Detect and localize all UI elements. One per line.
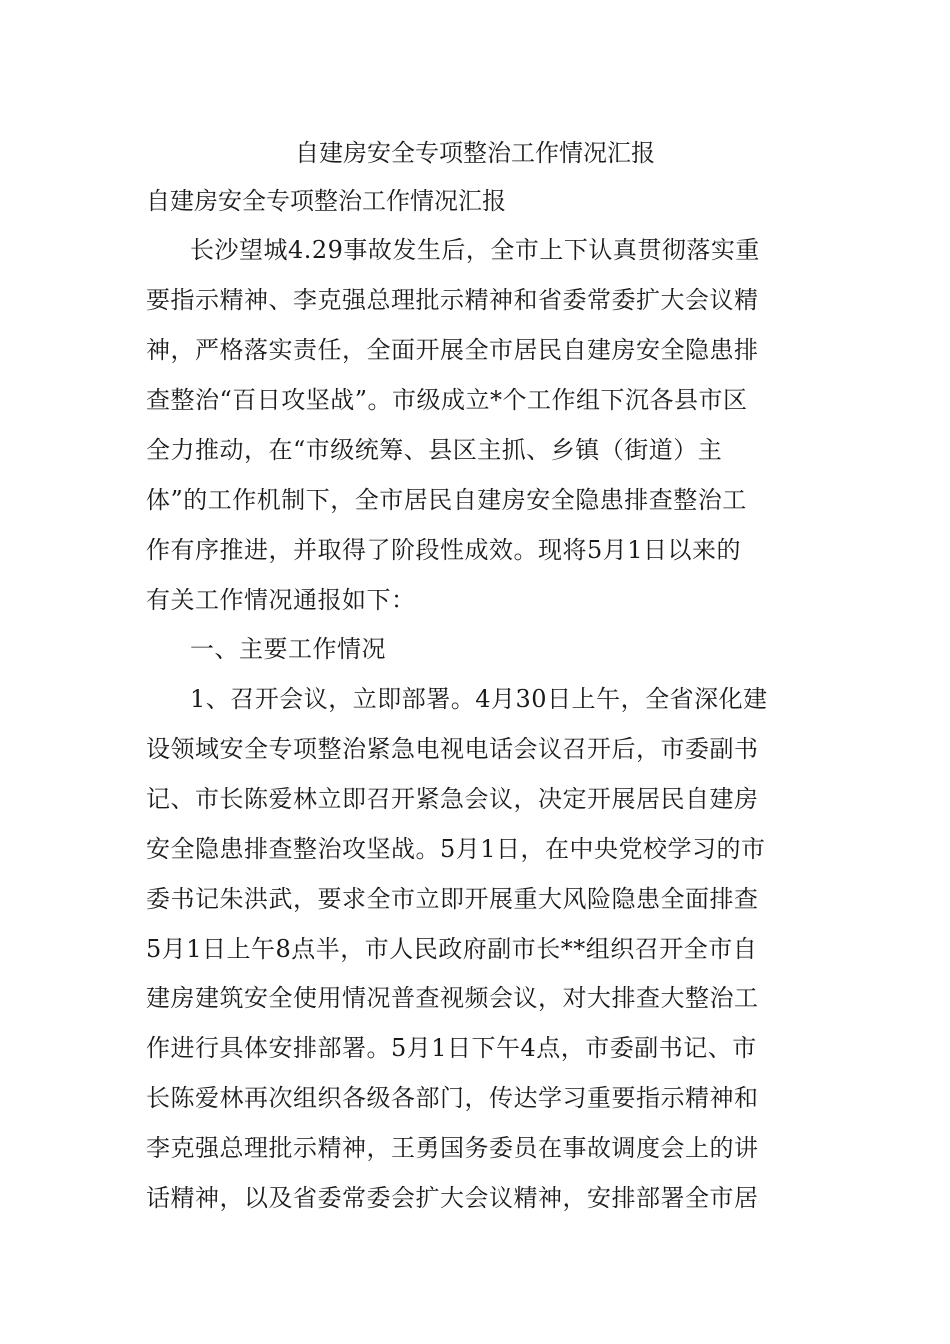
paragraph-line: 设领域安全专项整治紧急电视电话会议召开后，市委副书: [146, 735, 759, 763]
paragraph-line: 记、市长陈爱林立即召开紧急会议，决定开展居民自建房: [146, 785, 759, 813]
paragraph-line: 李克强总理批示精神，王勇国务委员在事故调度会上的讲: [146, 1134, 759, 1162]
paragraph-line: 长陈爱林再次组织各级各部门，传达学习重要指示精神和: [146, 1084, 759, 1112]
paragraph-line: 作进行具体安排部署。5月1日下午4点，市委副书记、市: [146, 1034, 757, 1062]
document-title: 自建房安全专项整治工作情况汇报: [295, 139, 655, 167]
paragraph-line: 体”的工作机制下，全市居民自建房安全隐患排查整治工: [146, 486, 747, 514]
section-heading: 一、主要工作情况: [190, 635, 386, 663]
paragraph-line: 5月1日上午8点半，市人民政府副市长**组织召开全市自: [146, 935, 758, 963]
paragraph-line: 查整治“百日攻坚战”。市级成立*个工作组下沉各县市区: [146, 386, 748, 414]
document-subtitle: 自建房安全专项整治工作情况汇报: [146, 187, 506, 215]
paragraph-line: 委书记朱洪武，要求全市立即开展重大风险隐患全面排查: [146, 885, 759, 913]
paragraph-line: 全力推动，在“市级统筹、县区主抓、乡镇（街道）主: [146, 436, 723, 464]
paragraph-line: 有关工作情况通报如下：: [146, 586, 416, 614]
paragraph-line: 长沙望城4.29事故发生后，全市上下认真贯彻落实重: [190, 236, 760, 264]
paragraph-line: 建房建筑安全使用情况普查视频会议，对大排查大整治工: [146, 984, 759, 1012]
paragraph-line: 1、召开会议，立即部署。4月30日上午，全省深化建: [190, 685, 768, 713]
paragraph-line: 话精神，以及省委常委会扩大会议精神，安排部署全市居: [146, 1184, 759, 1212]
paragraph-line: 作有序推进，并取得了阶段性成效。现将5月1日以来的: [146, 536, 742, 564]
paragraph-line: 安全隐患排查整治攻坚战。5月1日，在中央党校学习的市: [146, 835, 766, 863]
paragraph-line: 神，严格落实责任，全面开展全市居民自建房安全隐患排: [146, 336, 759, 364]
paragraph-line: 要指示精神、李克强总理批示精神和省委常委扩大会议精: [146, 286, 759, 314]
